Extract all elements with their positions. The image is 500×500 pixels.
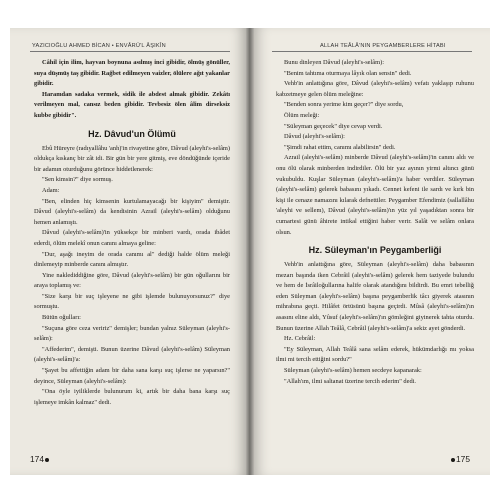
left-paragraph: Bütün oğulları:	[42, 314, 81, 322]
left-running-header: YAZICIOĞLU AHMED BİCAN • ENVÂRÜ'L ÂŞIKÎN	[32, 43, 166, 49]
right-page	[250, 28, 490, 475]
right-paragraph: Azrail (aleyhi's-selâm) minberde Dâvud (aleyhi's-selâm)'in canını aldı ve onu ölü olarak minberden indirdiler. Ölü bir yaz ayının yirmi altıncı günü vukubuldu. Kuşlar Süleyman (aleyhi's-selâm)'a haber verdiler. Süleyman (aleyhi's-selâm) gelerek babasını yıkadı. Cennet kefeni ile sardı ve kırk bin kişi ile cenaze namazını kılarak defnettiler. Peygamber Efendimiz (sallallâhu 'aleyhi ve sellem), Dâvud (aleyhi's-selâm)'ın yüz yıl yaşadıktan sonra bir cumartesi günü âhirete intikal ettiğini haber verir. Salât ve selâm onlara olsun.	[276, 154, 474, 236]
section-heading-davud: Hz. Dâvud'un Ölümü	[88, 128, 176, 139]
left-paragraph: "Size karşı bir suç işleyene ne gibi işlemde bulunuyorsunuz?" diye sormuştu.	[34, 292, 230, 311]
page-dot-icon	[451, 458, 455, 462]
right-paragraph: "Allah'ım, ilmi saltanat üzerine tercih ederim" dedi.	[284, 377, 417, 385]
left-paragraph: Ebû Hüreyre (radıyallâhu 'anh)'in rivayetine göre, Dâvud (aleyhi's-selâm) oldukça kıskanç bir zât idi. Bir gün bir yere gitmiş, eve döndüğünde içeride bir adamın oturduğunu görünce hiddetlenerek:	[34, 144, 230, 173]
right-paragraph: Bunu dinleyen Dâvud (aleyhi's-selâm):	[284, 59, 385, 66]
intro-paragraph-1: Câhil için ilim, hayvan boynuna asılmış inci gibidir, ölmüş gönüller, suya düşmüş taş gibidir. Rağbet edilmeyen vaizler, ölülere ağıt yakanlar gibidir.	[34, 59, 230, 88]
right-paragraph: Ölüm meleği:	[284, 111, 320, 119]
right-page-body	[276, 58, 474, 387]
left-header-rule	[30, 51, 230, 52]
left-paragraph: "Sen kimsin?" diye sormuş.	[42, 176, 113, 184]
left-paragraph: "Şayet bu affettiğin adam bir daha sana karşı suç işlerse ne yaparsın?" deyince, Süleyman (aleyhi's-selâm):	[34, 367, 230, 385]
right-paragraph: Hz. Cebrâil:	[284, 335, 316, 343]
open-book	[10, 28, 490, 475]
right-paragraph: Süleyman (aleyhi's-selâm) hemen secdeye kapanarak:	[284, 367, 422, 375]
left-page	[10, 28, 250, 475]
right-running-header: ALLAH TEÂLÂ'NIN PEYGAMBERLERE HİTABI	[320, 43, 446, 49]
right-paragraph: "Şimdi rahat ettim, canımı alabilirsin" dedi.	[284, 143, 396, 151]
left-paragraph: Adam:	[42, 186, 60, 194]
page-number-text: 174	[30, 454, 44, 464]
left-paragraph: Dâvud (aleyhi's-selâm)'in yüksekçe bir minberi vardı, orada ibâdet ederdi, ölüm melekî onun canını almaya geline:	[34, 229, 230, 247]
intro-paragraph-2: Haramdan sadaka vermek, sidik ile abdest almak gibidir. Zekâtı verilmeyen mal, cansız beden gibidir. Tevbesiz ölen âlim dirseksiz kubbe gibidir".	[34, 90, 230, 119]
left-paragraph: "Suçuna göre ceza veririz" demişler; bundan yalnız Süleyman (aleyhi's-selâm):	[34, 324, 230, 343]
left-page-body	[34, 58, 230, 408]
right-paragraph: "Benden sonra yerime kim geçer?" diye sordu,	[284, 101, 404, 109]
page-number-text: 175	[456, 454, 470, 464]
right-paragraph: Dâvud (aleyhi's-selâm):	[284, 133, 345, 141]
right-paragraph: Vehb'in anlattığına göre, Süleyman (aleyhi's-selâm) daha babasının mezarı başında iken Cebrâil (aleyhi's-selâm) gelerek hem taziyede bulundu ve hem de İsrâiloğullarına halife olarak atandığını bildirdi. Bu emri tebelliğ eden Süleyman (aleyhi's-selâm) başına peygamberlik tâcı giyerek atasının mihrabına geçti. Hilâfet örtüsünü başına geçirdi. Mûsâ (aleyhi's-selâm)'ın asasını eline aldı, Yûsuf (aleyhi's-selâm)'ın gömleğini giyinerek tahta oturdu. Bunun üzerine Allah Teâlâ, Cebrâil (aleyhi's-selâm)'a sekiz ayet gönderdi.	[276, 261, 474, 332]
left-paragraph: "Ona öyle iyiliklerde bulunurum ki, artık bir daha bana karşı suç işlemeye imkân kalmaz" dedi.	[34, 388, 230, 406]
right-paragraph: "Ey Süleyman, Allah Teâlâ sana selâm ederek, hükümdarlığı mı yoksa ilmi mi tercih ettiğini sordu?"	[276, 345, 474, 364]
left-paragraph: "Ben, elinden hiç kimsenin kurtulamayacağı bir kişiyim" demiştir. Dâvud (aleyhi's-selâm) da kendisinin Azrail (aleyhi's-selâm) olduğunu hemen anlamıştı.	[34, 197, 230, 226]
right-header-rule	[272, 51, 472, 52]
left-paragraph: "Affederim", demişti. Bunun üzerine Dâvud (aleyhi's-selâm) Süleyman (aleyhi's-selâm)'a:	[34, 345, 230, 364]
right-paragraph: "Süleyman geçecek" diye cevap verdi.	[284, 122, 383, 130]
page-dot-icon	[45, 458, 49, 462]
left-paragraph: Yine naklediddiğine göre, Dâvud (aleyhi's-selâm) bir gün oğullarını bir araya toplamış ve:	[34, 271, 230, 290]
section-heading-suleyman: Hz. Süleyman'ın Peygamberliği	[308, 245, 442, 256]
right-paragraph: "Benim tahtıma oturmaya lâyık olan sensin" dedi.	[284, 69, 412, 77]
right-page-number	[450, 454, 470, 464]
right-paragraph: Vehb'in anlattığına göre, Dâvud (aleyhi's-selâm) vefatı yaklaşıp ruhunu kabzetmeye gelen ölüm meleğine:	[276, 80, 474, 98]
book-gutter	[246, 28, 254, 475]
left-page-number	[30, 454, 50, 464]
left-paragraph: "Dur, aşağı ineyim de orada canımı al" dediği halde ölüm meleği dinlemeyip minberde canını almıştır.	[34, 250, 230, 269]
